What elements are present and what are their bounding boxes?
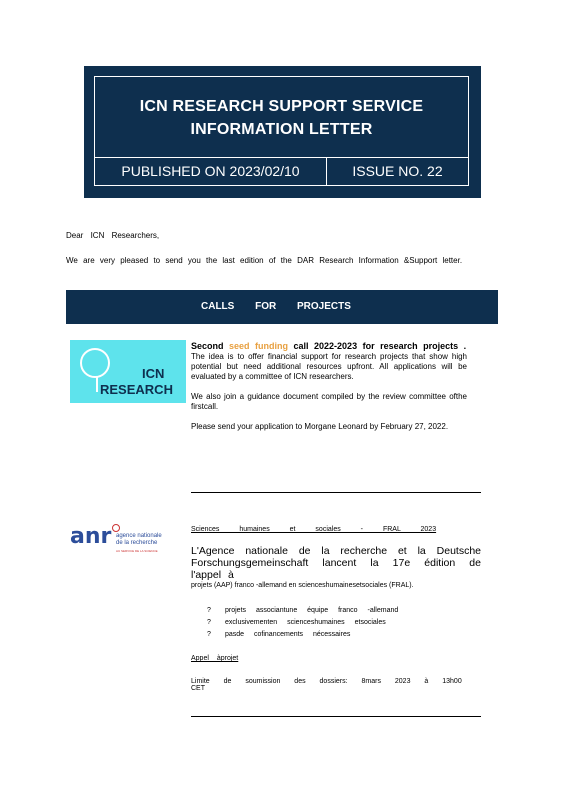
calls-for-projects-bar [66, 290, 498, 324]
heading-prefix: Second [191, 341, 230, 351]
bullet-text: projets associantune équipe franco -allemand [225, 607, 399, 614]
magnifier-icon [80, 348, 110, 378]
appel-link[interactable]: Appel àprojet [191, 655, 239, 662]
fral-intro-cont: projets (AAP) franco -allemand en scienceshumainesetsociales (FRAL). [191, 582, 414, 589]
seed-funding-heading [191, 340, 467, 352]
header-banner [84, 66, 481, 198]
title-line-2: INFORMATION LETTER [190, 121, 373, 138]
issue-number: ISSUE NO. 22 [326, 157, 469, 186]
bullet-text: pasde cofinancements nécessaires [225, 631, 351, 638]
title-box [94, 76, 469, 158]
anr-line-3: AU SERVICE DE LA SCIENCE [116, 549, 158, 553]
section-divider [191, 716, 481, 717]
seed-para-1: The idea is to offer financial support for research projects that show high potential but need additional resources upfront. All applications will be evaluated by a committee of ICN researchers. [191, 352, 467, 381]
bullet-mark: ? [207, 619, 211, 626]
seed-funding-highlight: seed funding [229, 341, 289, 351]
seed-para-3: Please send your application to Morgane Leonard by February 27, 2022. [191, 422, 449, 431]
calls-heading: CALLS FOR PROJECTS [201, 301, 351, 312]
bullet-text: exclusivementen scienceshumaines etsociales [225, 619, 386, 626]
seed-para-2: We also join a guidance document compiled by the review committee ofthe firstcall. [191, 392, 467, 411]
fral-intro: L'Agence nationale de la recherche et la Deutsche Forschungsgemeinschaft lancent la 17e édition de l'appel à [191, 545, 481, 581]
fral-bullets [191, 605, 481, 641]
title-line-1: ICN RESEARCH SUPPORT SERVICE [139, 98, 424, 115]
anr-logo [70, 524, 170, 564]
anr-line-2: de la recherche [116, 540, 158, 546]
anr-fral-section [191, 526, 481, 692]
anr-line-1: agence nationale [116, 533, 162, 539]
submission-deadline: Limite de soumission des dossiers: 8mars 2023 à 13h00 CET [191, 678, 462, 692]
anr-dot-icon [112, 524, 120, 532]
icn-research-logo [70, 340, 186, 403]
list-item [207, 605, 481, 617]
list-item [207, 629, 481, 641]
logo-text-icn: ICN [142, 366, 165, 381]
newsletter-title [95, 95, 468, 141]
anr-mark: anr [70, 524, 112, 549]
greeting: Dear ICN Researchers, [66, 231, 160, 240]
intro-text: We are very pleased to send you the last edition of the DAR Research Information &Support letter. [66, 256, 463, 265]
section-divider [191, 492, 481, 493]
seed-funding-section [191, 340, 467, 432]
bullet-mark: ? [207, 607, 211, 614]
logo-text-research: RESEARCH [100, 382, 173, 397]
magnifier-handle [96, 376, 98, 392]
fral-heading: Sciences humaines et sociales - FRAL 2023 [191, 526, 437, 533]
published-date: PUBLISHED ON 2023/02/10 [94, 157, 327, 186]
bullet-mark: ? [207, 631, 211, 638]
heading-suffix: call 2022-2023 for research projects . [288, 341, 467, 351]
list-item [207, 617, 481, 629]
